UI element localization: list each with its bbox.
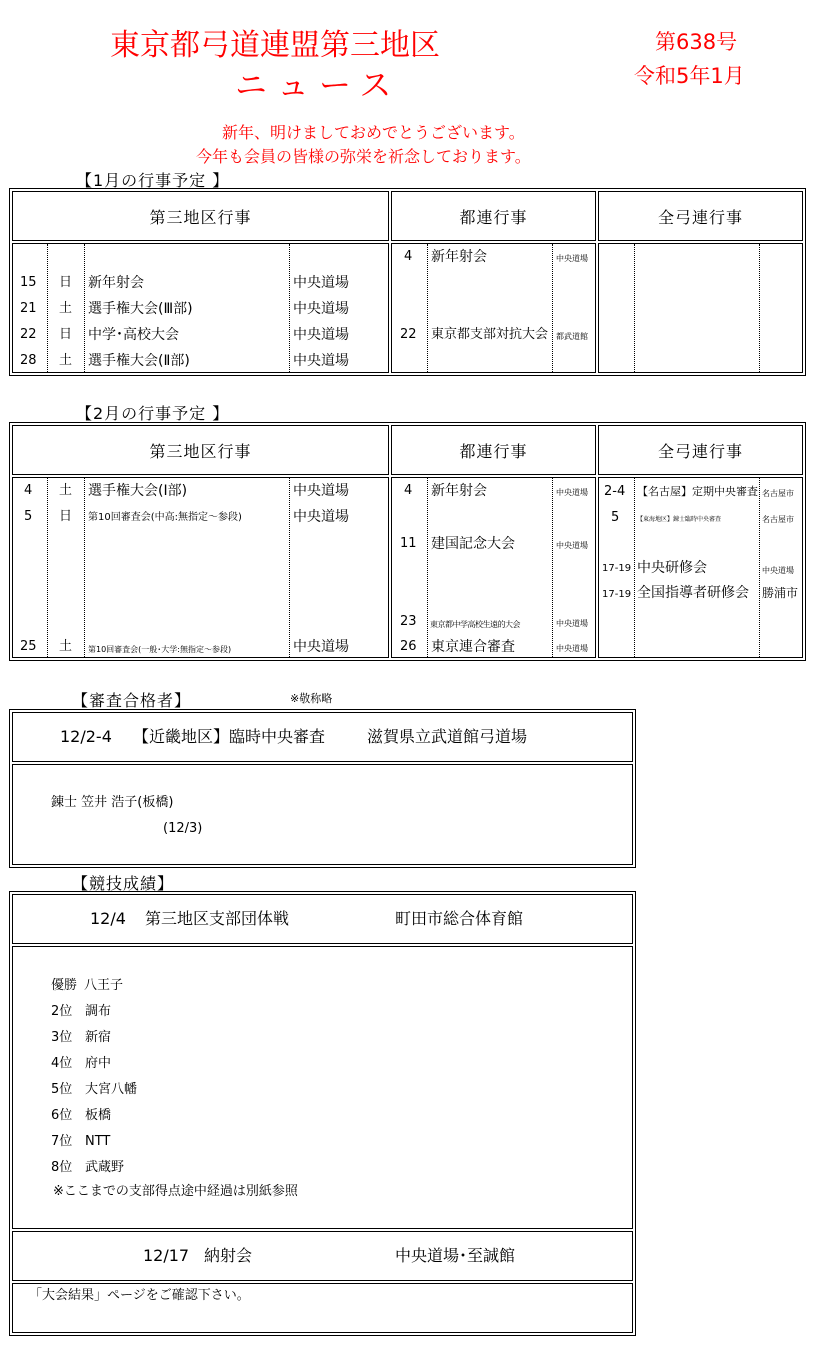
february-header-toren: 都連行事 <box>391 425 596 475</box>
event2-note: 「大会結果」ページをご確認下さい。 <box>29 1288 250 1303</box>
event2-venue: 中央道場･至誠館 <box>395 1246 516 1265</box>
exam-date: 12/2-4 <box>60 727 112 746</box>
january-header-zenkyuren: 全弓連行事 <box>598 191 803 241</box>
event1-date: 12/4 <box>90 909 126 928</box>
newsletter-title: 東京都弓道連盟第三地区 <box>110 28 440 63</box>
january-zenkyuren-body <box>598 243 803 373</box>
event1-title: 第三地区支部団体戦 <box>145 909 290 928</box>
newsletter-subtitle: ニュース <box>235 66 402 104</box>
greeting-line-1: 新年、明けましておめでとうございます。 <box>222 123 525 142</box>
exam-venue: 滋賀県立武道館弓道場 <box>367 727 528 746</box>
february-header-zenkyuren: 全弓連行事 <box>598 425 803 475</box>
january-schedule-label: 【1月の行事予定 】 <box>76 171 230 190</box>
february-header-district: 第三地区行事 <box>12 425 389 475</box>
greeting-line-2: 今年も会員の皆様の弥栄を祈念しております。 <box>196 147 531 166</box>
exam-title: 【近畿地区】臨時中央審査 <box>133 727 326 746</box>
event2-title: 納射会 <box>204 1246 253 1265</box>
issue-date: 令和5年1月 <box>634 64 745 88</box>
january-header-district: 第三地区行事 <box>12 191 389 241</box>
event1-rankings: 優勝 八王子 2位 調布 3位 新宿 4位 府中 5位 大宮八幡 6位 板橋 7位 NTT 8位 武蔵野 ※ここまでの支部得点途中経過は別紙参照 <box>12 946 633 1229</box>
standings-note: ※ここまでの支部得点途中経過は別紙参照 <box>53 1184 298 1199</box>
february-district-body <box>12 477 389 658</box>
january-header-toren: 都連行事 <box>391 191 596 241</box>
honorifics-omitted-note: ※敬称略 <box>290 692 333 705</box>
exam-passer-date: (12/3) <box>163 821 203 836</box>
event2-date: 12/17 <box>143 1246 190 1265</box>
competition-results-label: 【競技成績】 <box>72 874 175 893</box>
exam-passers-label: 【審査合格者】 <box>72 691 192 710</box>
event1-venue: 町田市総合体育館 <box>395 909 524 928</box>
february-schedule-label: 【2月の行事予定 】 <box>76 404 230 423</box>
issue-number: 第638号 <box>655 30 738 54</box>
exam-passer: 錬士 笠井 浩子(板橋) <box>51 795 174 810</box>
